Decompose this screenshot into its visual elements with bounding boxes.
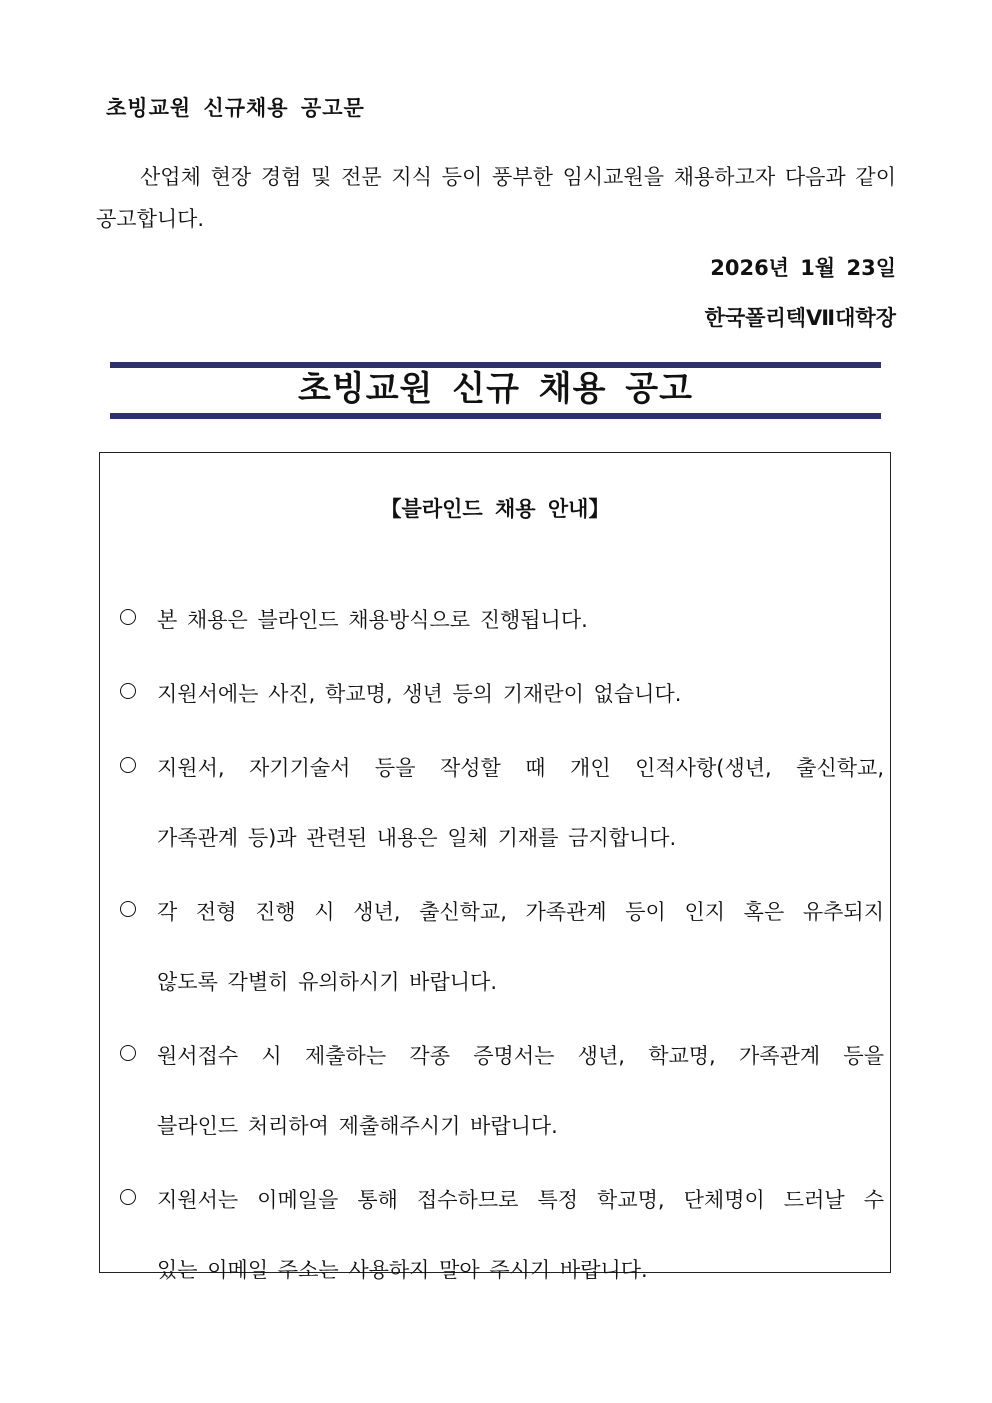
circle-bullet-icon [120, 901, 136, 917]
notice-item-text: 지원서는 이메일을 통해 접수하므로 특정 학교명, 단체명이 드러날 수 [157, 1188, 884, 1212]
notice-item [120, 1021, 884, 1161]
notice-item-text: 지원서에는 사진, 학교명, 생년 등의 기재란이 없습니다. [157, 682, 682, 706]
circle-bullet-icon [120, 757, 136, 773]
notice-item [120, 585, 884, 655]
notice-item [120, 877, 884, 1017]
notice-item-text-continued: 블라인드 처리하여 제출해주시기 바랍니다. [157, 1114, 558, 1138]
notice-item [120, 733, 884, 873]
notice-item-text-continued: 있는 이메일 주소는 사용하지 말아 주시기 바랍니다. [157, 1258, 648, 1282]
document-heading: 초빙교원 신규채용 공고문 [106, 96, 365, 120]
notice-item-text: 본 채용은 블라인드 채용방식으로 진행됩니다. [157, 608, 588, 632]
issuer-name: 한국폴리텍Ⅶ대학장 [704, 306, 896, 330]
circle-bullet-icon [120, 1045, 136, 1061]
notice-item-list [120, 585, 884, 1305]
notice-item-text: 지원서, 자기기술서 등을 작성할 때 개인 인적사항(생년, 출신학교, [157, 756, 884, 780]
title-rule-bottom [110, 413, 881, 419]
notice-item-text: 각 전형 진행 시 생년, 출신학교, 가족관계 등이 인지 혹은 유추되지 [157, 900, 884, 924]
notice-item-text: 원서접수 시 제출하는 각종 증명서는 생년, 학교명, 가족관계 등을 [157, 1044, 884, 1068]
circle-bullet-icon [120, 609, 136, 625]
notice-item [120, 1165, 884, 1305]
blind-recruitment-notice-box [99, 452, 891, 1282]
notice-box-title: 【블라인드 채용 안내】 [380, 497, 610, 521]
notice-item [120, 659, 884, 729]
intro-paragraph: 산업체 현장 경험 및 전문 지식 등이 풍부한 임시교원을 채용하고자 다음과 같이 공고합니다. [96, 165, 896, 231]
notice-item-text-continued: 가족관계 등)과 관련된 내용은 일체 기재를 금지합니다. [157, 826, 677, 850]
circle-bullet-icon [120, 683, 136, 699]
announcement-title: 초빙교원 신규 채용 공고 [298, 369, 693, 409]
announcement-date: 2026년 1월 23일 [710, 256, 896, 280]
notice-item-text-continued: 않도록 각별히 유의하시기 바랍니다. [157, 970, 497, 994]
circle-bullet-icon [120, 1189, 136, 1205]
